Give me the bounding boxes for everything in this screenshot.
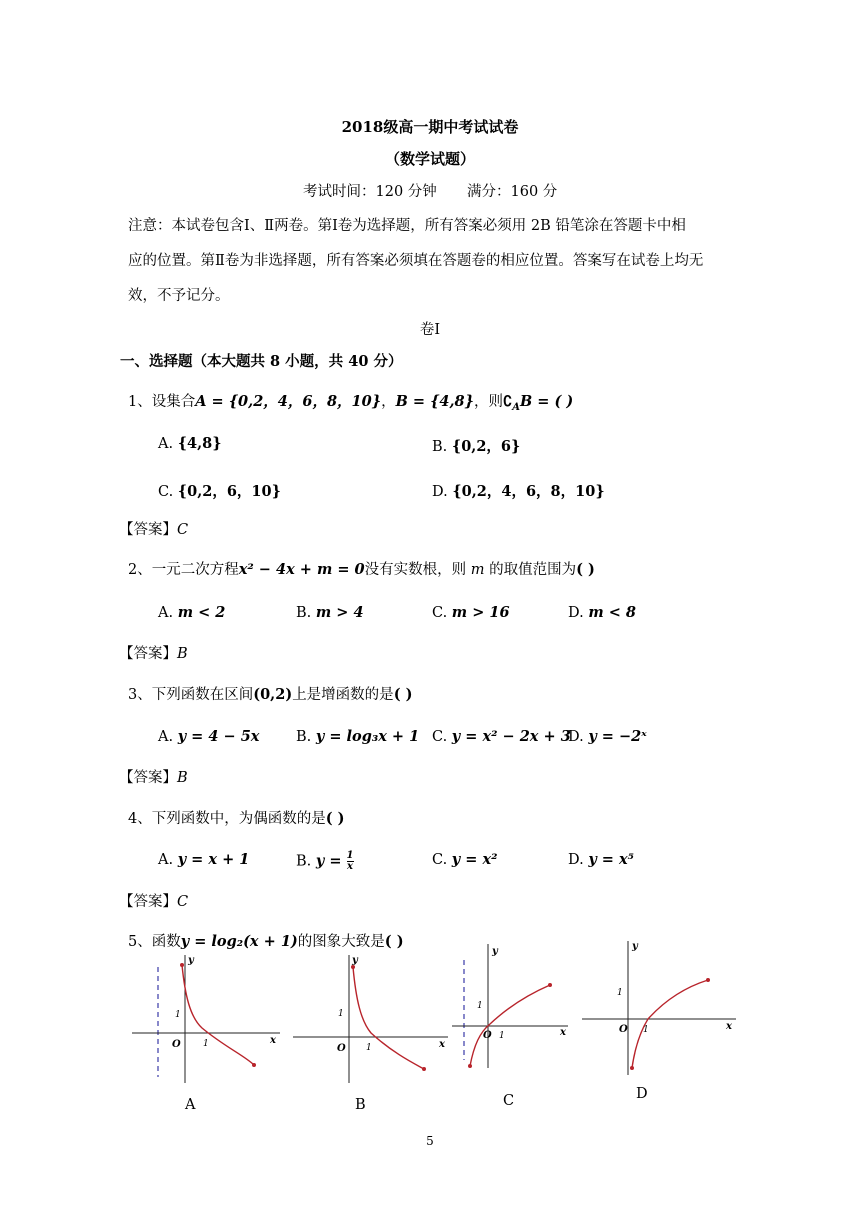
exam-time: 考试时间：120 分钟 (303, 184, 437, 200)
q2-option-b: B. m > 4 (296, 604, 364, 621)
q2-option-c: C. m > 16 (432, 604, 510, 621)
graph-a (130, 955, 280, 1085)
graph-a-label: A (185, 1097, 196, 1113)
graph-c-x-label: x (560, 1027, 566, 1038)
notice-line-1: 注意：本试卷包含Ⅰ、Ⅱ两卷。第Ⅰ卷为选择题，所有答案必须用 2B 铅笔涂在答题卡中相 (128, 218, 686, 234)
graph-a-x-label: x (270, 1035, 276, 1046)
graph-d-one-y: 1 (617, 988, 623, 998)
q4-answer: 【答案】C (119, 894, 189, 910)
graph-b-endpoint (422, 1067, 426, 1071)
q2-answer: 【答案】B (119, 646, 188, 662)
page-number: 5 (426, 1134, 434, 1148)
q1-then: ，则 (473, 394, 503, 410)
q1-option-c: C. {0,2，6，10} (158, 483, 281, 500)
question-2: 2、一元二次方程x² − 4x + m = 0没有实数根，则 m 的取值范围为( ) (128, 561, 595, 578)
q1-option-d: D. {0,2，4，6，8，10} (432, 483, 605, 500)
q1-sep: ， (381, 394, 396, 410)
q4-option-c: C. y = x² (432, 851, 498, 868)
q1-sub: A (512, 401, 520, 413)
graph-d-endpoint (706, 978, 710, 982)
q2-equation: x² − 4x + m = 0 (238, 561, 365, 578)
graph-b-curve (353, 967, 424, 1069)
graph-b-x-label: x (439, 1039, 445, 1050)
q1-answer: 【答案】C (119, 522, 189, 538)
graph-b-label: B (355, 1097, 366, 1113)
question-5: 5、函数y = log₂(x + 1)的图象大致是( ) (128, 933, 404, 950)
q4-option-b: B. y = $\frac{1}{x}$ (296, 850, 354, 872)
graph-c-label: C (503, 1093, 515, 1109)
graph-c-one-y: 1 (477, 1001, 483, 1011)
exam-title: 2018级高一期中考试试卷 (341, 118, 519, 136)
graph-c-endpoint (468, 1064, 472, 1068)
graph-a-endpoint (180, 963, 184, 967)
graph-b-origin: O (337, 1043, 346, 1054)
q5-equation: y = log₂(x + 1) (180, 933, 298, 950)
q2-option-a: A. m < 2 (158, 604, 226, 621)
graph-c-one: 1 (499, 1031, 505, 1041)
graph-b-one: 1 (366, 1043, 372, 1053)
q2-option-d: D. m < 8 (568, 604, 637, 621)
graph-a-y-label: y (188, 955, 194, 966)
graph-a-endpoint (252, 1063, 256, 1067)
exam-subtitle: （数学试题） (384, 150, 475, 168)
graph-d-y-label: y (632, 941, 638, 952)
q3-option-a: A. y = 4 − 5x (158, 728, 260, 745)
graph-b-y-label: y (352, 955, 358, 966)
question-3: 3、下列函数在区间(0,2)上是增函数的是( ) (128, 686, 413, 703)
q1-set-a: A = {0,2，4，6，8，10} (195, 393, 382, 410)
volume-title: 卷Ⅰ (419, 322, 441, 338)
q1-stem: 1、设集合 (128, 394, 196, 410)
section-title: 一、选择题（本大题共 8 小题，共 40 分） (120, 353, 403, 370)
q1-set-b: B = {4,8} (395, 393, 474, 410)
q1-option-a: A. {4,8} (158, 435, 222, 452)
graph-c-origin: O (483, 1030, 492, 1041)
q3-option-b: B. y = log₃x + 1 (296, 728, 420, 745)
q1-option-b: B. {0,2，6} (432, 438, 521, 455)
graph-d-curve (632, 980, 708, 1068)
graph-c-y-label: y (492, 946, 498, 957)
graph-d-x-label: x (726, 1021, 732, 1032)
q3-option-d: D. y = −2ˣ (568, 728, 647, 745)
q3-option-c: C. y = x² − 2x + 3 (432, 728, 571, 745)
q1-expr: B = ( ) (519, 393, 574, 410)
graph-d (578, 937, 738, 1077)
graph-d-origin: O (619, 1024, 628, 1035)
graph-a-curve (182, 965, 254, 1065)
question-4: 4、下列函数中，为偶函数的是( ) (128, 810, 345, 827)
q4-option-d: D. y = x⁵ (568, 851, 634, 868)
graph-a-one-y: 1 (175, 1010, 181, 1020)
graph-a-one: 1 (203, 1039, 209, 1049)
q4-option-a: A. y = x + 1 (158, 851, 250, 868)
q3-interval: (0,2) (253, 686, 293, 703)
q3-answer: 【答案】B (119, 770, 188, 786)
graph-b-one-y: 1 (338, 1009, 344, 1019)
graph-a-origin: O (172, 1039, 181, 1050)
notice-line-3: 效，不予记分。 (128, 288, 230, 304)
graph-d-one: 1 (643, 1025, 649, 1035)
graph-c-endpoint (548, 983, 552, 987)
graph-d-endpoint (630, 1066, 634, 1070)
question-1 (128, 390, 573, 413)
graph-b (293, 955, 453, 1085)
exam-score: 满分：160 分 (467, 184, 558, 200)
graph-d-label: D (636, 1086, 648, 1102)
notice-line-2: 应的位置。第Ⅱ卷为非选择题，所有答案必须填在答题卷的相应位置。答案写在试卷上均无 (128, 253, 704, 269)
graph-c (452, 940, 572, 1070)
q1-complement: ∁ (502, 393, 513, 410)
